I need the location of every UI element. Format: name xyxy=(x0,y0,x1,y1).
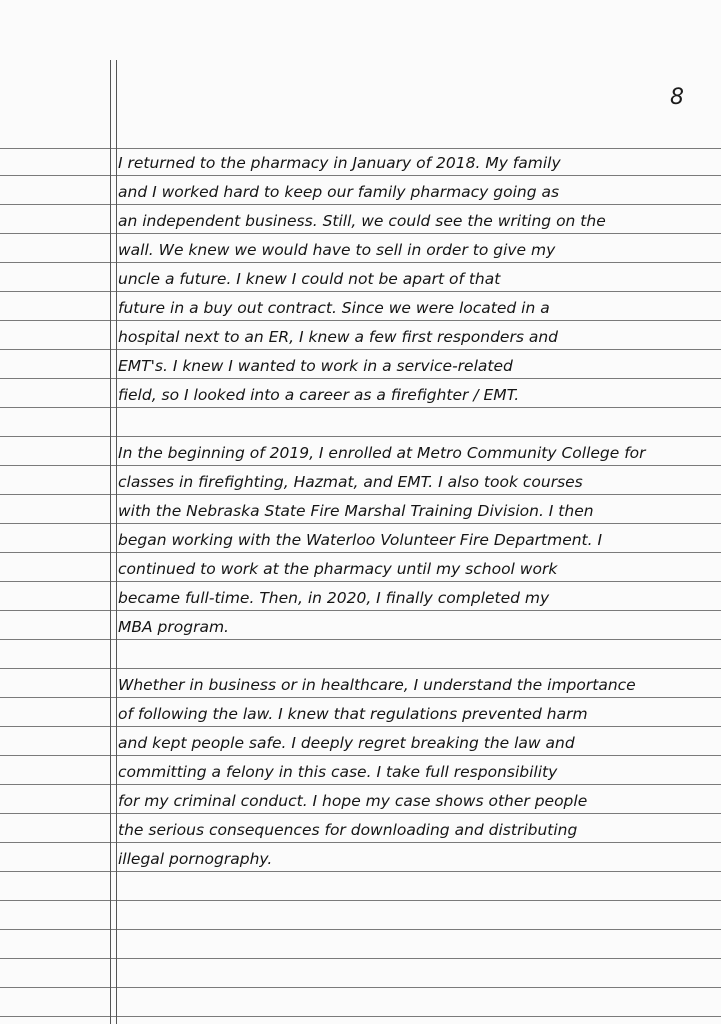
ruled-line xyxy=(0,900,721,901)
paragraph-3 xyxy=(118,671,713,874)
paragraph-1 xyxy=(118,149,713,410)
text-line: of following the law. I knew that regulations prevented harm xyxy=(118,705,588,723)
ruled-line xyxy=(0,929,721,930)
text-line: the serious consequences for downloading and distributing xyxy=(118,821,578,839)
ruled-line xyxy=(0,1016,721,1017)
text-line: hospital next to an ER, I knew a few first responders and xyxy=(118,328,558,346)
text-line: I returned to the pharmacy in January of 2018. My family xyxy=(118,154,561,172)
margin-line xyxy=(110,60,111,1024)
text-line: future in a buy out contract. Since we were located in a xyxy=(118,299,550,317)
ruled-line xyxy=(0,668,721,669)
text-line: and I worked hard to keep our family pharmacy going as xyxy=(118,183,560,201)
margin-line xyxy=(116,60,117,1024)
text-line: Whether in business or in healthcare, I understand the importance xyxy=(118,676,636,694)
text-line: and kept people safe. I deeply regret breaking the law and xyxy=(118,734,575,752)
text-line: continued to work at the pharmacy until my school work xyxy=(118,560,558,578)
text-line: illegal pornography. xyxy=(118,850,273,868)
text-line: for my criminal conduct. I hope my case shows other people xyxy=(118,792,588,810)
text-line: with the Nebraska State Fire Marshal Training Division. I then xyxy=(118,502,594,520)
ruled-line xyxy=(0,436,721,437)
page-number: 8 xyxy=(670,85,684,110)
text-line: field, so I looked into a career as a firefighter / EMT. xyxy=(118,386,520,404)
text-line: classes in firefighting, Hazmat, and EMT. I also took courses xyxy=(118,473,583,491)
ruled-line xyxy=(0,987,721,988)
text-line: In the beginning of 2019, I enrolled at Metro Community College for xyxy=(118,444,646,462)
text-line: EMT's. I knew I wanted to work in a service-related xyxy=(118,357,513,375)
text-line: became full-time. Then, in 2020, I finally completed my xyxy=(118,589,550,607)
text-line: began working with the Waterloo Volunteer Fire Department. I xyxy=(118,531,603,549)
paragraph-2 xyxy=(118,439,713,642)
text-line: uncle a future. I knew I could not be apart of that xyxy=(118,270,501,288)
text-line: an independent business. Still, we could see the writing on the xyxy=(118,212,606,230)
text-line: committing a felony in this case. I take full responsibility xyxy=(118,763,558,781)
text-line: MBA program. xyxy=(118,618,229,636)
text-line: wall. We knew we would have to sell in order to give my xyxy=(118,241,556,259)
ruled-line xyxy=(0,958,721,959)
